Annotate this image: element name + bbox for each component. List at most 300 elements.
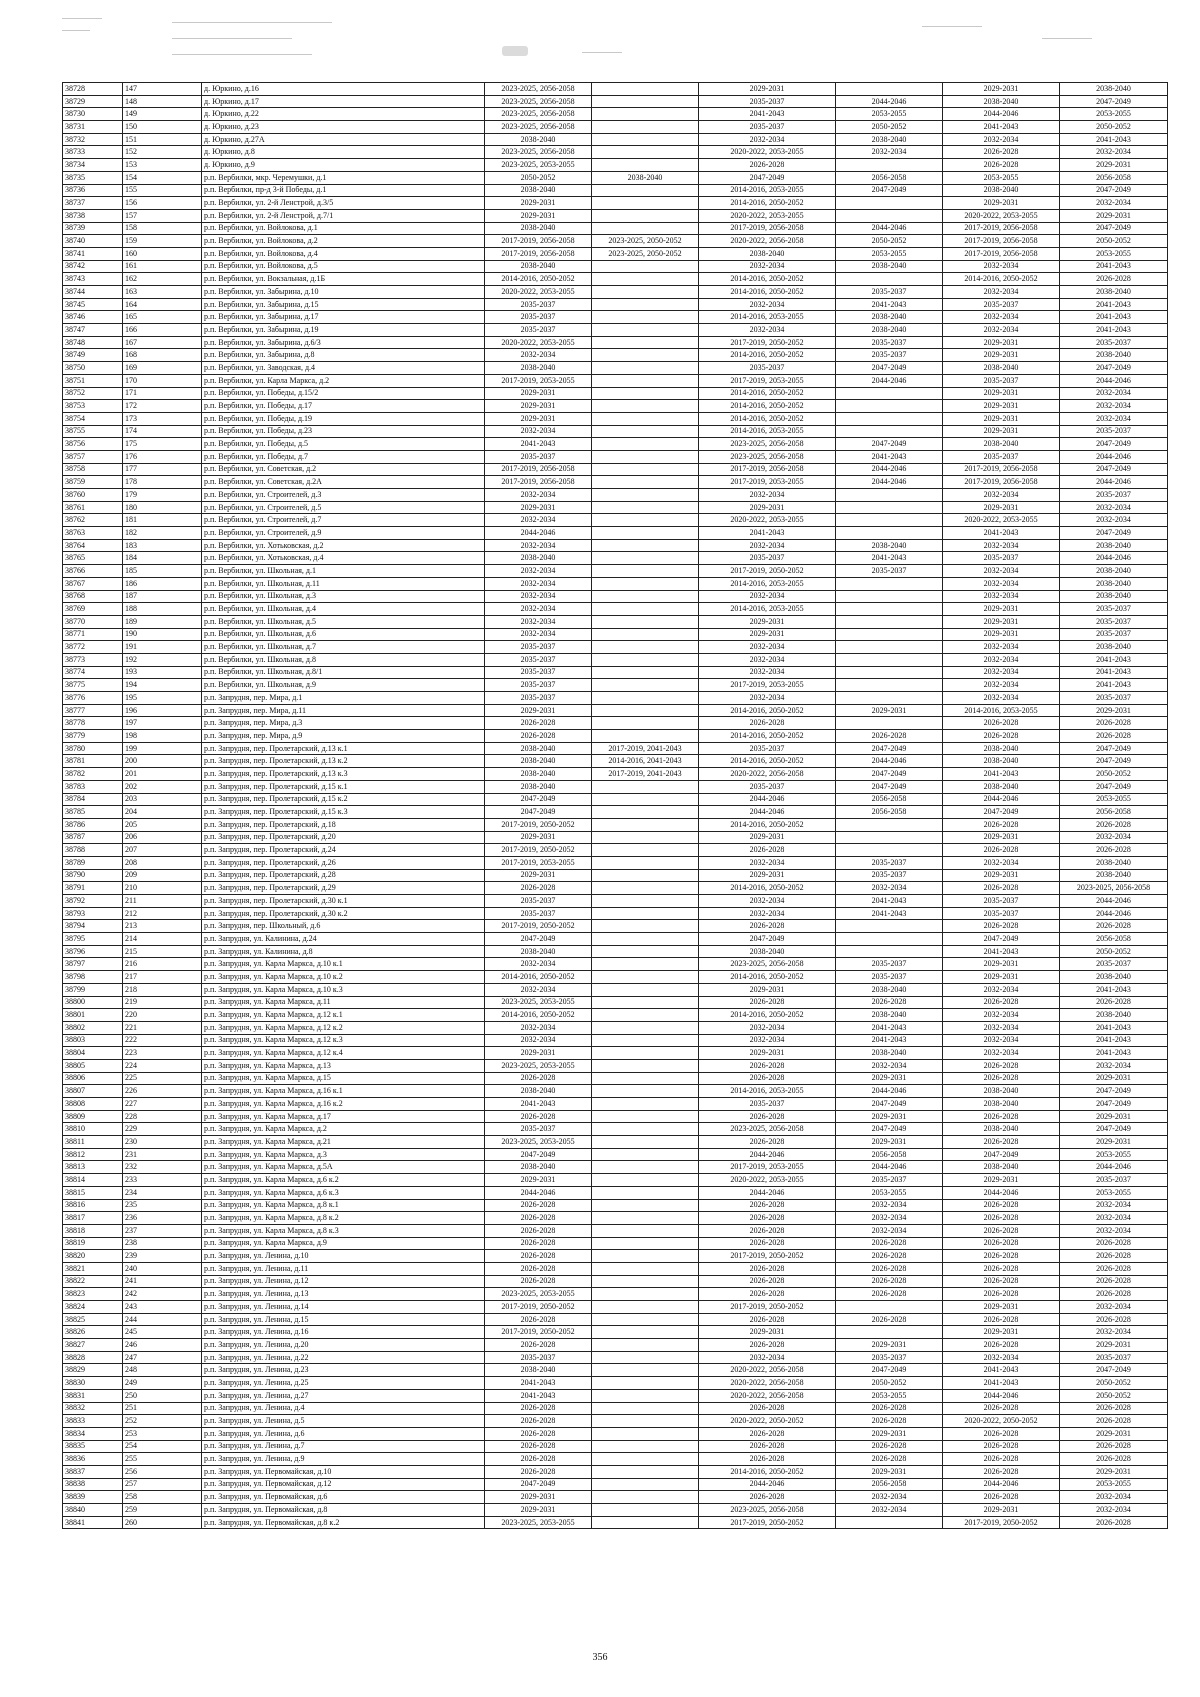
- item-number-cell: 149: [123, 108, 202, 121]
- period-cell-3: 2020-2022, 2056-2058: [699, 1377, 836, 1390]
- item-number-cell: 158: [123, 222, 202, 235]
- address-cell: р.п. Запрудня, ул. Первомайская, д.8 к.2: [202, 1516, 485, 1529]
- period-cell-4: 2038-2040: [836, 1047, 943, 1060]
- record-id-cell: 38807: [63, 1085, 123, 1098]
- item-number-cell: 251: [123, 1402, 202, 1415]
- period-cell-6: 2038-2040: [1060, 971, 1168, 984]
- period-cell-6: 2032-2034: [1060, 831, 1168, 844]
- address-cell: р.п. Запрудня, ул. Калинина, д.24: [202, 933, 485, 946]
- record-id-cell: 38768: [63, 590, 123, 603]
- period-cell-3: 2014-2016, 2053-2055: [699, 425, 836, 438]
- period-cell-5: 2026-2028: [943, 920, 1060, 933]
- period-cell-3: 2026-2028: [699, 844, 836, 857]
- address-cell: р.п. Вербилки, ул. Строителей, д.9: [202, 527, 485, 540]
- period-cell-1: 2035-2037: [485, 895, 592, 908]
- period-cell-1: 2035-2037: [485, 692, 592, 705]
- period-cell-1: 2023-2025, 2053-2055: [485, 159, 592, 172]
- period-cell-6: 2047-2049: [1060, 463, 1168, 476]
- table-row: [63, 1364, 1168, 1377]
- address-cell: р.п. Вербилки, ул. Школьная, д.8/1: [202, 666, 485, 679]
- period-cell-1: 2038-2040: [485, 755, 592, 768]
- period-cell-4: 2035-2037: [836, 958, 943, 971]
- table-row: [63, 349, 1168, 362]
- period-cell-6: 2047-2049: [1060, 1123, 1168, 1136]
- period-cell-2: [592, 933, 699, 946]
- table-row: [63, 1465, 1168, 1478]
- period-cell-4: [836, 920, 943, 933]
- period-cell-6: 2026-2028: [1060, 1262, 1168, 1275]
- period-cell-6: 2032-2034: [1060, 387, 1168, 400]
- period-cell-2: [592, 1199, 699, 1212]
- period-cell-1: 2029-2031: [485, 1504, 592, 1517]
- period-cell-1: 2041-2043: [485, 1098, 592, 1111]
- address-cell: р.п. Запрудня, пер. Пролетарский, д.15 к.2: [202, 793, 485, 806]
- period-cell-1: 2026-2028: [485, 882, 592, 895]
- record-id-cell: 38824: [63, 1301, 123, 1314]
- record-id-cell: 38767: [63, 577, 123, 590]
- item-number-cell: 198: [123, 730, 202, 743]
- period-cell-1: 2023-2025, 2056-2058: [485, 95, 592, 108]
- period-cell-5: 2047-2049: [943, 806, 1060, 819]
- address-cell: р.п. Вербилки, ул. Забырина, д.8: [202, 349, 485, 362]
- item-number-cell: 207: [123, 844, 202, 857]
- period-cell-3: 2017-2019, 2053-2055: [699, 1161, 836, 1174]
- period-cell-1: 2032-2034: [485, 603, 592, 616]
- period-cell-5: 2017-2019, 2056-2058: [943, 222, 1060, 235]
- period-cell-5: 2047-2049: [943, 1148, 1060, 1161]
- address-cell: р.п. Запрудня, пер. Пролетарский, д.24: [202, 844, 485, 857]
- period-cell-3: 2032-2034: [699, 489, 836, 502]
- record-id-cell: 38748: [63, 336, 123, 349]
- item-number-cell: 254: [123, 1440, 202, 1453]
- period-cell-3: 2014-2016, 2050-2052: [699, 971, 836, 984]
- table-row: [63, 412, 1168, 425]
- period-cell-3: 2026-2028: [699, 1453, 836, 1466]
- period-cell-6: 2029-2031: [1060, 704, 1168, 717]
- period-cell-2: [592, 1326, 699, 1339]
- period-cell-6: 2050-2052: [1060, 768, 1168, 781]
- period-cell-2: [592, 146, 699, 159]
- period-cell-3: 2026-2028: [699, 1237, 836, 1250]
- table-row: [63, 1377, 1168, 1390]
- item-number-cell: 243: [123, 1301, 202, 1314]
- period-cell-1: 2023-2025, 2053-2055: [485, 996, 592, 1009]
- period-cell-5: 2020-2022, 2050-2052: [943, 1415, 1060, 1428]
- period-cell-2: [592, 425, 699, 438]
- period-cell-3: 2026-2028: [699, 1199, 836, 1212]
- period-cell-4: [836, 603, 943, 616]
- period-cell-4: 2056-2058: [836, 806, 943, 819]
- record-id-cell: 38830: [63, 1377, 123, 1390]
- item-number-cell: 147: [123, 83, 202, 96]
- period-cell-5: 2029-2031: [943, 349, 1060, 362]
- period-cell-6: 2050-2052: [1060, 121, 1168, 134]
- period-cell-5: 2026-2028: [943, 1491, 1060, 1504]
- period-cell-2: [592, 1465, 699, 1478]
- address-cell: р.п. Вербилки, ул. Школьная, д.5: [202, 615, 485, 628]
- period-cell-1: 2026-2028: [485, 730, 592, 743]
- period-cell-5: 2032-2034: [943, 666, 1060, 679]
- period-cell-3: 2017-2019, 2056-2058: [699, 463, 836, 476]
- record-id-cell: 38761: [63, 501, 123, 514]
- period-cell-2: 2014-2016, 2041-2043: [592, 755, 699, 768]
- period-cell-1: 2029-2031: [485, 412, 592, 425]
- address-cell: р.п. Запрудня, ул. Ленина, д.25: [202, 1377, 485, 1390]
- address-cell: р.п. Запрудня, пер. Пролетарский, д.20: [202, 831, 485, 844]
- item-number-cell: 199: [123, 742, 202, 755]
- address-cell: р.п. Вербилки, ул. Школьная, д.6: [202, 628, 485, 641]
- item-number-cell: 201: [123, 768, 202, 781]
- period-cell-5: 2038-2040: [943, 184, 1060, 197]
- period-cell-4: 2041-2043: [836, 907, 943, 920]
- period-cell-5: 2020-2022, 2053-2055: [943, 514, 1060, 527]
- period-cell-4: 2044-2046: [836, 95, 943, 108]
- table-row: [63, 945, 1168, 958]
- address-cell: д. Юркино, д.9: [202, 159, 485, 172]
- period-cell-3: 2032-2034: [699, 653, 836, 666]
- record-id-cell: 38734: [63, 159, 123, 172]
- period-cell-1: 2014-2016, 2050-2052: [485, 273, 592, 286]
- period-cell-2: [592, 1021, 699, 1034]
- period-cell-5: 2029-2031: [943, 387, 1060, 400]
- period-cell-3: 2044-2046: [699, 1186, 836, 1199]
- period-cell-5: 2026-2028: [943, 844, 1060, 857]
- record-id-cell: 38798: [63, 971, 123, 984]
- period-cell-1: 2038-2040: [485, 768, 592, 781]
- period-cell-6: 2047-2049: [1060, 184, 1168, 197]
- period-cell-1: 2047-2049: [485, 1148, 592, 1161]
- period-cell-6: 2041-2043: [1060, 653, 1168, 666]
- table-row: [63, 1072, 1168, 1085]
- period-cell-5: 2026-2028: [943, 717, 1060, 730]
- table-row: [63, 1110, 1168, 1123]
- period-cell-5: 2017-2019, 2056-2058: [943, 247, 1060, 260]
- item-number-cell: 168: [123, 349, 202, 362]
- record-id-cell: 38820: [63, 1250, 123, 1263]
- address-cell: р.п. Вербилки, ул. Победы, д.17: [202, 400, 485, 413]
- item-number-cell: 160: [123, 247, 202, 260]
- period-cell-5: 2032-2034: [943, 324, 1060, 337]
- period-cell-6: 2038-2040: [1060, 590, 1168, 603]
- period-cell-3: 2023-2025, 2056-2058: [699, 438, 836, 451]
- period-cell-3: 2035-2037: [699, 780, 836, 793]
- period-cell-3: 2014-2016, 2053-2055: [699, 1085, 836, 1098]
- period-cell-6: 2029-2031: [1060, 1110, 1168, 1123]
- period-cell-1: 2032-2034: [485, 615, 592, 628]
- period-cell-4: 2026-2028: [836, 1313, 943, 1326]
- period-cell-4: 2026-2028: [836, 1262, 943, 1275]
- period-cell-6: 2047-2049: [1060, 755, 1168, 768]
- period-cell-4: [836, 209, 943, 222]
- period-cell-5: 2026-2028: [943, 1212, 1060, 1225]
- address-cell: р.п. Запрудня, пер. Пролетарский, д.18: [202, 818, 485, 831]
- address-cell: р.п. Вербилки, ул. Школьная, д.3: [202, 590, 485, 603]
- period-cell-2: [592, 1136, 699, 1149]
- address-cell: р.п. Запрудня, пер. Пролетарский, д.30 к.2: [202, 907, 485, 920]
- period-cell-6: 2026-2028: [1060, 1440, 1168, 1453]
- table-row: [63, 438, 1168, 451]
- table-row: [63, 1415, 1168, 1428]
- record-id-cell: 38840: [63, 1504, 123, 1517]
- address-cell: р.п. Запрудня, пер. Мира, д.3: [202, 717, 485, 730]
- period-cell-2: [592, 324, 699, 337]
- period-cell-4: 2047-2049: [836, 362, 943, 375]
- address-cell: р.п. Вербилки, ул. Хотьковская, д.4: [202, 552, 485, 565]
- period-cell-3: 2029-2031: [699, 983, 836, 996]
- period-cell-4: 2035-2037: [836, 971, 943, 984]
- period-cell-5: 2026-2028: [943, 1453, 1060, 1466]
- record-id-cell: 38832: [63, 1402, 123, 1415]
- record-id-cell: 38828: [63, 1351, 123, 1364]
- period-cell-1: 2041-2043: [485, 1389, 592, 1402]
- address-cell: р.п. Запрудня, ул. Ленина, д.14: [202, 1301, 485, 1314]
- record-id-cell: 38764: [63, 539, 123, 552]
- address-cell: р.п. Запрудня, ул. Ленина, д.10: [202, 1250, 485, 1263]
- table-row: [63, 603, 1168, 616]
- address-cell: р.п. Запрудня, ул. Карла Маркса, д.5А: [202, 1161, 485, 1174]
- period-cell-6: 2026-2028: [1060, 1415, 1168, 1428]
- address-cell: р.п. Запрудня, ул. Карла Маркса, д.12 к.1: [202, 1009, 485, 1022]
- address-cell: р.п. Вербилки, ул. Войлокова, д.2: [202, 235, 485, 248]
- period-cell-1: 2038-2040: [485, 133, 592, 146]
- table-row: [63, 1021, 1168, 1034]
- table-row: [63, 1148, 1168, 1161]
- period-cell-2: [592, 920, 699, 933]
- period-cell-1: 2017-2019, 2050-2052: [485, 844, 592, 857]
- period-cell-3: 2017-2019, 2050-2052: [699, 1250, 836, 1263]
- address-cell: р.п. Запрудня, ул. Карла Маркса, д.12 к.2: [202, 1021, 485, 1034]
- period-cell-1: 2029-2031: [485, 1491, 592, 1504]
- address-cell: р.п. Запрудня, ул. Ленина, д.4: [202, 1402, 485, 1415]
- period-cell-1: 2032-2034: [485, 1021, 592, 1034]
- record-id-cell: 38747: [63, 324, 123, 337]
- period-cell-6: 2050-2052: [1060, 1389, 1168, 1402]
- period-cell-5: 2026-2028: [943, 1136, 1060, 1149]
- period-cell-5: 2041-2043: [943, 121, 1060, 134]
- period-cell-3: 2029-2031: [699, 1326, 836, 1339]
- period-cell-6: 2032-2034: [1060, 1326, 1168, 1339]
- period-cell-3: 2026-2028: [699, 1339, 836, 1352]
- item-number-cell: 189: [123, 615, 202, 628]
- period-cell-6: 2026-2028: [1060, 1313, 1168, 1326]
- record-id-cell: 38835: [63, 1440, 123, 1453]
- record-id-cell: 38774: [63, 666, 123, 679]
- table-row: [63, 1034, 1168, 1047]
- table-row: [63, 184, 1168, 197]
- record-id-cell: 38742: [63, 260, 123, 273]
- period-cell-2: [592, 463, 699, 476]
- address-cell: р.п. Вербилки, ул. Забырина, д.6/3: [202, 336, 485, 349]
- item-number-cell: 177: [123, 463, 202, 476]
- address-cell: р.п. Запрудня, ул. Ленина, д.6: [202, 1427, 485, 1440]
- period-cell-6: 2026-2028: [1060, 273, 1168, 286]
- period-cell-1: 2035-2037: [485, 298, 592, 311]
- period-cell-1: 2026-2028: [485, 1402, 592, 1415]
- address-cell: р.п. Вербилки, ул. Войлокова, д.4: [202, 247, 485, 260]
- period-cell-2: [592, 1440, 699, 1453]
- table-row: [63, 222, 1168, 235]
- period-cell-3: 2014-2016, 2050-2052: [699, 704, 836, 717]
- table-row: [63, 1262, 1168, 1275]
- period-cell-2: [592, 856, 699, 869]
- period-cell-6: 2047-2049: [1060, 1098, 1168, 1111]
- period-cell-1: 2017-2019, 2056-2058: [485, 235, 592, 248]
- period-cell-6: 2047-2049: [1060, 438, 1168, 451]
- item-number-cell: 178: [123, 476, 202, 489]
- period-cell-1: 2038-2040: [485, 780, 592, 793]
- period-cell-4: [836, 83, 943, 96]
- period-cell-3: 2032-2034: [699, 641, 836, 654]
- period-cell-5: 2026-2028: [943, 1313, 1060, 1326]
- period-cell-3: 2032-2034: [699, 856, 836, 869]
- record-id-cell: 38785: [63, 806, 123, 819]
- period-cell-4: [836, 527, 943, 540]
- address-cell: р.п. Вербилки, ул. Строителей, д.3: [202, 489, 485, 502]
- item-number-cell: 226: [123, 1085, 202, 1098]
- period-cell-4: 2038-2040: [836, 983, 943, 996]
- item-number-cell: 173: [123, 412, 202, 425]
- period-cell-4: [836, 831, 943, 844]
- record-id-cell: 38794: [63, 920, 123, 933]
- item-number-cell: 196: [123, 704, 202, 717]
- table-row: [63, 679, 1168, 692]
- period-cell-5: 2041-2043: [943, 1364, 1060, 1377]
- period-cell-3: 2032-2034: [699, 1351, 836, 1364]
- period-cell-3: 2041-2043: [699, 527, 836, 540]
- item-number-cell: 148: [123, 95, 202, 108]
- period-cell-4: 2047-2049: [836, 438, 943, 451]
- period-cell-1: 2026-2028: [485, 1212, 592, 1225]
- record-id-cell: 38817: [63, 1212, 123, 1225]
- table-row: [63, 133, 1168, 146]
- record-id-cell: 38812: [63, 1148, 123, 1161]
- record-id-cell: 38736: [63, 184, 123, 197]
- period-cell-4: [836, 1516, 943, 1529]
- period-cell-2: [592, 692, 699, 705]
- period-cell-4: 2044-2046: [836, 374, 943, 387]
- table-row: [63, 869, 1168, 882]
- item-number-cell: 176: [123, 450, 202, 463]
- period-cell-5: 2035-2037: [943, 374, 1060, 387]
- period-cell-2: [592, 1098, 699, 1111]
- table-row: [63, 1313, 1168, 1326]
- address-cell: р.п. Вербилки, ул. Победы, д.19: [202, 412, 485, 425]
- period-cell-3: 2014-2016, 2050-2052: [699, 1465, 836, 1478]
- period-cell-4: 2035-2037: [836, 565, 943, 578]
- period-cell-1: 2029-2031: [485, 400, 592, 413]
- record-id-cell: 38839: [63, 1491, 123, 1504]
- item-number-cell: 211: [123, 895, 202, 908]
- item-number-cell: 212: [123, 907, 202, 920]
- address-cell: р.п. Запрудня, ул. Ленина, д.9: [202, 1453, 485, 1466]
- period-cell-1: 2035-2037: [485, 653, 592, 666]
- period-cell-2: [592, 412, 699, 425]
- period-cell-6: 2029-2031: [1060, 1072, 1168, 1085]
- address-cell: р.п. Запрудня, ул. Карла Маркса, д.3: [202, 1148, 485, 1161]
- address-cell: р.п. Запрудня, ул. Карла Маркса, д.2: [202, 1123, 485, 1136]
- period-cell-3: 2035-2037: [699, 1098, 836, 1111]
- period-cell-3: 2026-2028: [699, 159, 836, 172]
- period-cell-6: 2035-2037: [1060, 628, 1168, 641]
- item-number-cell: 222: [123, 1034, 202, 1047]
- period-cell-6: 2041-2043: [1060, 311, 1168, 324]
- address-cell: р.п. Вербилки, ул. Строителей, д.5: [202, 501, 485, 514]
- period-cell-5: 2026-2028: [943, 1275, 1060, 1288]
- address-cell: р.п. Запрудня, пер. Пролетарский, д.30 к.1: [202, 895, 485, 908]
- period-cell-3: 2014-2016, 2050-2052: [699, 818, 836, 831]
- item-number-cell: 229: [123, 1123, 202, 1136]
- period-cell-2: [592, 1301, 699, 1314]
- address-cell: д. Юркино, д.27А: [202, 133, 485, 146]
- record-id-cell: 38799: [63, 983, 123, 996]
- period-cell-6: 2026-2028: [1060, 717, 1168, 730]
- period-cell-3: 2014-2016, 2050-2052: [699, 412, 836, 425]
- address-cell: р.п. Запрудня, ул. Карла Маркса, д.8 к.2: [202, 1212, 485, 1225]
- period-cell-6: 2041-2043: [1060, 324, 1168, 337]
- record-id-cell: 38796: [63, 945, 123, 958]
- record-id-cell: 38822: [63, 1275, 123, 1288]
- item-number-cell: 195: [123, 692, 202, 705]
- record-id-cell: 38741: [63, 247, 123, 260]
- period-cell-1: 2038-2040: [485, 1085, 592, 1098]
- period-cell-1: 2026-2028: [485, 1453, 592, 1466]
- period-cell-5: 2029-2031: [943, 958, 1060, 971]
- table-row: [63, 539, 1168, 552]
- record-id-cell: 38825: [63, 1313, 123, 1326]
- period-cell-3: 2020-2022, 2053-2055: [699, 514, 836, 527]
- address-cell: д. Юркино, д.23: [202, 121, 485, 134]
- address-cell: р.п. Запрудня, ул. Карла Маркса, д.10 к.1: [202, 958, 485, 971]
- record-id-cell: 38754: [63, 412, 123, 425]
- period-cell-4: 2026-2028: [836, 996, 943, 1009]
- address-cell: р.п. Вербилки, ул. Заводская, д.4: [202, 362, 485, 375]
- period-cell-6: 2044-2046: [1060, 907, 1168, 920]
- period-cell-1: 2026-2028: [485, 1427, 592, 1440]
- period-cell-6: 2038-2040: [1060, 856, 1168, 869]
- period-cell-6: 2032-2034: [1060, 146, 1168, 159]
- address-cell: р.п. Вербилки, ул. Школьная, д.4: [202, 603, 485, 616]
- table-row: [63, 1504, 1168, 1517]
- period-cell-1: 2029-2031: [485, 869, 592, 882]
- period-cell-5: 2032-2034: [943, 489, 1060, 502]
- period-cell-1: 2032-2034: [485, 983, 592, 996]
- period-cell-3: 2014-2016, 2050-2052: [699, 882, 836, 895]
- table-row: [63, 717, 1168, 730]
- period-cell-2: [592, 1288, 699, 1301]
- item-number-cell: 246: [123, 1339, 202, 1352]
- period-cell-1: 2029-2031: [485, 209, 592, 222]
- period-cell-4: 2026-2028: [836, 1415, 943, 1428]
- period-cell-5: 2029-2031: [943, 971, 1060, 984]
- period-cell-1: 2047-2049: [485, 806, 592, 819]
- period-cell-6: 2035-2037: [1060, 958, 1168, 971]
- period-cell-2: [592, 222, 699, 235]
- period-cell-3: 2026-2028: [699, 1275, 836, 1288]
- table-row: [63, 1440, 1168, 1453]
- record-id-cell: 38808: [63, 1098, 123, 1111]
- address-cell: р.п. Запрудня, ул. Карла Маркса, д.15: [202, 1072, 485, 1085]
- period-cell-1: 2032-2034: [485, 958, 592, 971]
- address-cell: д. Юркино, д.22: [202, 108, 485, 121]
- period-cell-4: [836, 933, 943, 946]
- item-number-cell: 234: [123, 1186, 202, 1199]
- record-id-cell: 38838: [63, 1478, 123, 1491]
- period-cell-3: 2032-2034: [699, 1021, 836, 1034]
- period-cell-4: 2035-2037: [836, 869, 943, 882]
- period-cell-4: 2035-2037: [836, 286, 943, 299]
- item-number-cell: 161: [123, 260, 202, 273]
- record-id-cell: 38806: [63, 1072, 123, 1085]
